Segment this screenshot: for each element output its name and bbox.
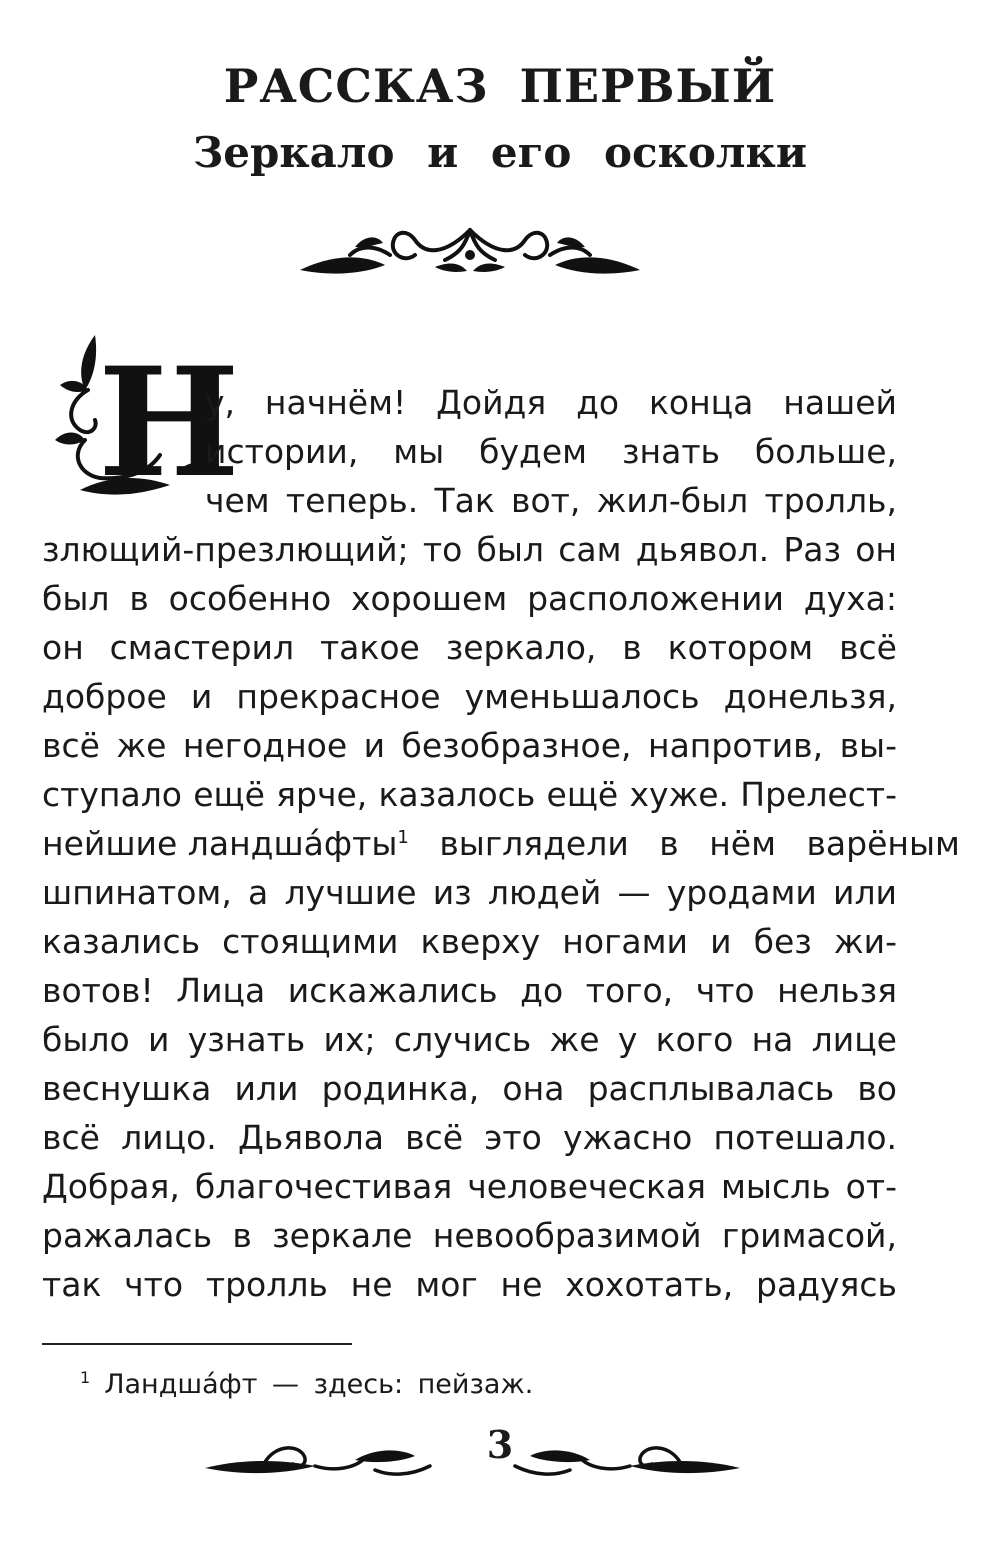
drop-cap xyxy=(40,330,240,511)
text-line: шпинатом, а лучшие из людей — уродами или xyxy=(42,873,897,912)
text-line: доброе и прекрасное уменьшалось донельзя, xyxy=(42,677,897,716)
text-line: было и узнать их; случись же у кого на лице xyxy=(42,1020,897,1059)
text-line: так что тролль не мог не хохотать, радуясь xyxy=(42,1265,897,1304)
footnote xyxy=(80,1360,533,1403)
footnote-reference: 1 xyxy=(397,827,409,848)
text-line: всё лицо. Дьявола всё это ужасно потешало. xyxy=(42,1118,897,1157)
text-line: истории, мы будем знать больше, xyxy=(205,432,897,471)
text-line: он смастерил такое зеркало, в котором всё xyxy=(42,628,897,667)
text-line: был в особенно хорошем расположении духа: xyxy=(42,579,897,618)
chapter-title: РАССКАЗ ПЕРВЫЙ xyxy=(223,59,777,113)
text-line-with-footnote xyxy=(42,819,960,868)
text-line: казались стоящими кверху ногами и без жи- xyxy=(42,922,897,961)
text-line: чем теперь. Так вот, жил-был тролль, xyxy=(205,481,897,520)
text-line: у, начнём! Дойдя до конца нашей xyxy=(205,383,897,422)
text-line: ражалась в зеркале невообразимой гримасой, xyxy=(42,1216,897,1255)
text-line: всё же негодное и безобразное, напротив, вы- xyxy=(42,726,897,765)
text-line: веснушка или родинка, она расплывалась во xyxy=(42,1069,897,1108)
footnote-mark: 1 xyxy=(80,1368,91,1387)
text-line: ступало ещё ярче, казалось ещё хуже. Прелест- xyxy=(42,775,897,814)
flourish-ornament-icon xyxy=(505,1432,740,1480)
drop-cap-letter: Н xyxy=(98,335,240,511)
footnote-divider xyxy=(42,1343,352,1345)
footnote-text: Ландша́фт — здесь: пейзаж. xyxy=(104,1369,534,1400)
flourish-ornament-icon xyxy=(295,215,645,285)
text-fragment: выглядели в нём варёным xyxy=(408,824,960,863)
text-line: вотов! Лица искажались до того, что нельзя xyxy=(42,971,897,1010)
chapter-subtitle: Зеркало и его осколки xyxy=(192,128,808,177)
text-fragment: нейшие ландша́фты xyxy=(42,824,398,863)
text-line: злющий-презлющий; то был сам дьявол. Раз он xyxy=(42,530,897,569)
text-line: Добрая, благочестивая человеческая мысль от- xyxy=(42,1167,897,1206)
page-number: 3 xyxy=(486,1422,514,1467)
